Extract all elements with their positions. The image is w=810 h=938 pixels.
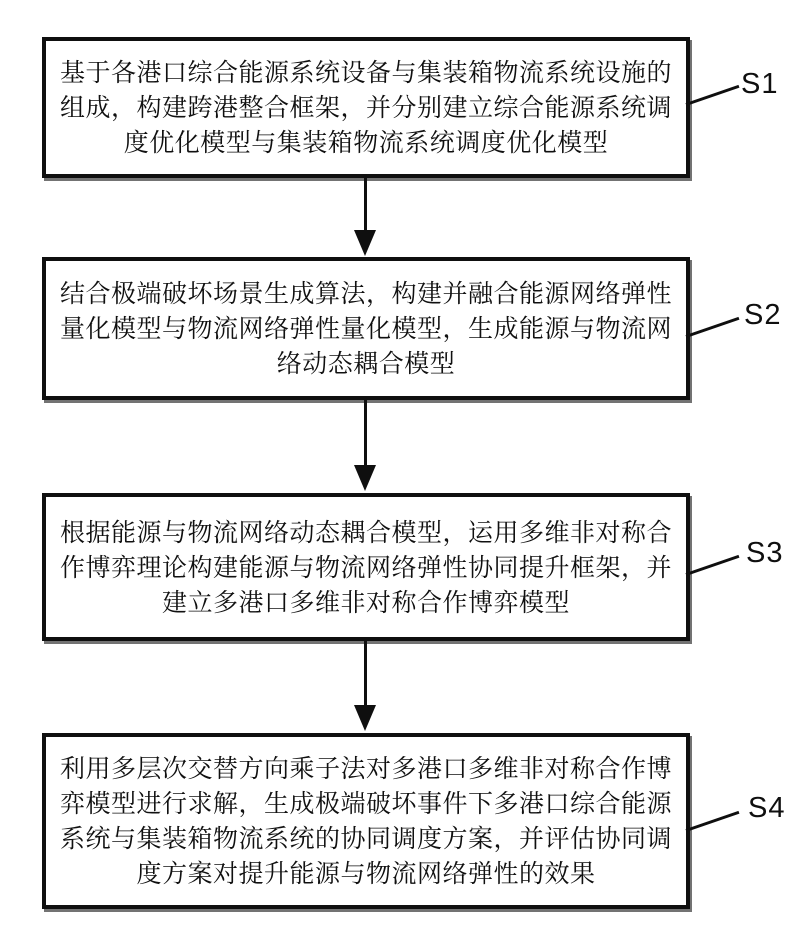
flow-arrow-s1-to-s2 <box>354 178 376 256</box>
arrowhead-down-icon <box>354 465 376 491</box>
arrow-shaft <box>364 400 367 469</box>
step-text-s4: 利用多层次交替方向乘子法对多港口多维非对称合作博弈模型进行求解，生成极端破坏事件下多港口综合能源系统与集装箱物流系统的协同调度方案，并评估协同调度方案对提升能源与物流网络弹性的效果 <box>60 754 673 888</box>
leader-line-s3 <box>686 555 740 576</box>
leader-line-s4 <box>686 811 740 832</box>
step-label-s4: S4 <box>748 792 786 824</box>
step-box-s4 <box>42 733 690 909</box>
step-text-s2: 结合极端破坏场景生成算法，构建并融合能源网络弹性量化模型与物流网络弹性量化模型，生成能源与物流网络动态耦合模型 <box>60 279 673 378</box>
flow-arrow-s2-to-s3 <box>354 400 376 491</box>
step-label-s3: S3 <box>746 537 784 569</box>
leader-line-s1 <box>686 85 740 106</box>
step-box-s1 <box>42 37 690 178</box>
arrowhead-down-icon <box>354 230 376 256</box>
arrow-shaft <box>364 641 367 709</box>
arrow-shaft <box>364 178 367 234</box>
step-label-s1: S1 <box>741 68 779 100</box>
step-label-s2: S2 <box>744 299 782 331</box>
arrowhead-down-icon <box>354 705 376 731</box>
step-box-s2 <box>42 257 690 400</box>
step-text-s1: 基于各港口综合能源系统设备与集装箱物流系统设施的组成，构建跨港整合框架，并分别建立综合能源系统调度优化模型与集装箱物流系统调度优化模型 <box>60 58 673 157</box>
step-text-s3: 根据能源与物流网络动态耦合模型，运用多维非对称合作博弈理论构建能源与物流网络弹性协同提升框架，并建立多港口多维非对称合作博弈模型 <box>60 517 673 617</box>
leader-line-s2 <box>686 317 740 338</box>
step-box-s3 <box>42 493 690 641</box>
flow-arrow-s3-to-s4 <box>354 641 376 731</box>
